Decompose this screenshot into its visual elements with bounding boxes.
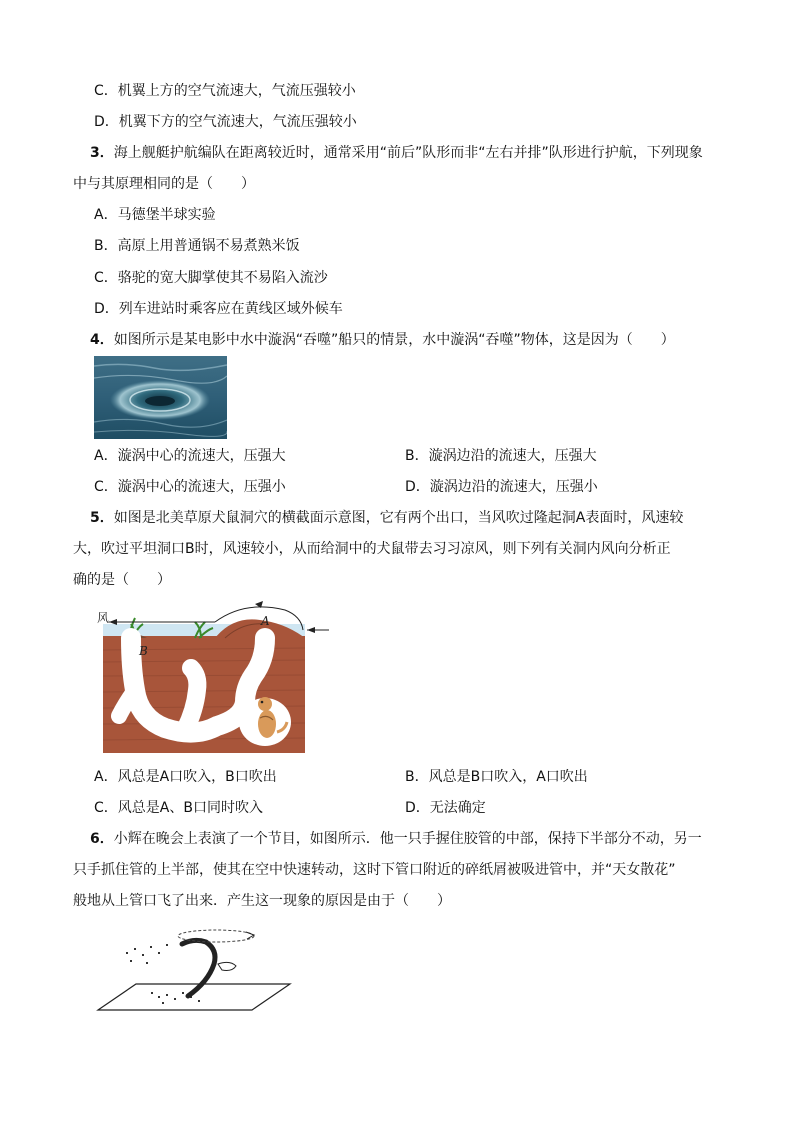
q3-option-b: B．高原上用普通锅不易煮熟米饭 [94, 238, 300, 254]
q5-option-d: D．无法确定 [405, 800, 486, 816]
q5-option-a: A．风总是A口吹入，B口吹出 [94, 769, 277, 785]
q4-stem: 4．如图所示是某电影中水中漩涡“吞噬”船只的情景，水中漩涡“吞噬”物体，这是因为（ ） [90, 332, 675, 348]
q3-number: 3． [90, 145, 114, 161]
q6-stem-line-1: 6．小辉在晚会上表演了一个节目，如图所示．他一只手握住胶管的中部，保持下半部分不动，另一 [90, 831, 702, 847]
q3-option-d: D．列车进站时乘客应在黄线区域外候车 [94, 301, 343, 317]
prairie-dog-burrow-diagram [95, 598, 335, 756]
q3-option-c: C．骆驼的宽大脚掌使其不易陷入流沙 [94, 270, 328, 286]
opening-a-label: A [261, 614, 270, 628]
q6-stem-line-2: 只手抓住管的上半部，使其在空中快速转动，这时下管口附近的碎纸屑被吸进管中，并“天女散花” [73, 862, 676, 878]
q6-stem-line-3: 般地从上管口飞了出来．产生这一现象的原因是由于（ ） [73, 893, 451, 909]
opening-b-label: B [139, 644, 148, 658]
q3-stem-line-2: 中与其原理相同的是（ ） [73, 176, 255, 192]
q3-stem-line-1: 3．海上舰艇护航编队在距离较近时，通常采用“前后”队形而非“左右并排”队形进行护航，下列现象 [90, 145, 703, 161]
q5-number: 5． [90, 510, 114, 526]
q4-option-b: B．漩涡边沿的流速大，压强大 [405, 448, 597, 464]
q5-stem-line-2: 大，吹过平坦洞口B时，风速较小，从而给洞中的犬鼠带去习习凉风，则下列有关洞内风向分析正 [73, 541, 671, 557]
wind-label: 风 [97, 611, 110, 625]
q5-stem-line-1: 5．如图是北美草原犬鼠洞穴的横截面示意图，它有两个出口，当风吹过隆起洞A表面时，风速较 [90, 510, 684, 526]
spinning-tube-figure [96, 922, 296, 1014]
whirlpool-image [94, 356, 227, 439]
q4-option-d: D．漩涡边沿的流速大，压强小 [405, 479, 598, 495]
q4-number: 4． [90, 332, 114, 348]
q4-option-c: C．漩涡中心的流速大，压强小 [94, 479, 286, 495]
q2-option-c: C．机翼上方的空气流速大，气流压强较小 [94, 83, 356, 99]
q5-option-c: C．风总是A、B口同时吹入 [94, 800, 263, 816]
q3-option-a: A．马德堡半球实验 [94, 207, 216, 223]
q6-number: 6． [90, 831, 114, 847]
q4-option-a: A．漩涡中心的流速大，压强大 [94, 448, 286, 464]
q5-option-b: B．风总是B口吹入，A口吹出 [405, 769, 588, 785]
q2-option-d: D．机翼下方的空气流速大，气流压强较小 [94, 114, 357, 130]
q5-stem-line-3: 确的是（ ） [73, 572, 171, 588]
